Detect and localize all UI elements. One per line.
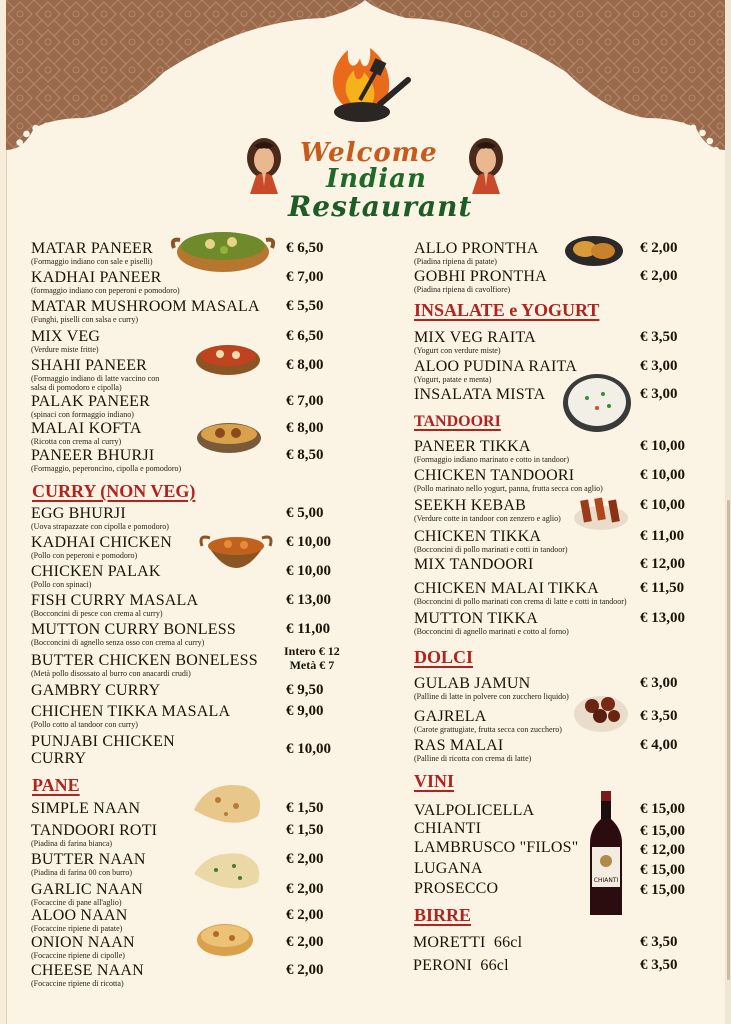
item-name: ALLO PRONTHA [414,240,539,257]
pearl-dot [365,6,372,13]
chef-pan-logo [320,40,412,132]
item-price-half: Metà € 7 [289,658,335,672]
pearl-dot [552,67,559,74]
pearl-dot [657,119,664,126]
wine-item-price: € 15,00 [640,862,685,878]
wine-item-price: € 15,00 [640,882,685,898]
pearl-dot [707,138,714,145]
pearl-dot [326,19,333,26]
item-price: € 3,00 [640,386,678,402]
kadhai-chicken-pot-image [198,524,274,586]
pearl-dot [32,125,39,132]
pearl-dot [625,115,632,122]
item-name: MUTTON CURRY BONLESS [31,621,236,638]
item-price: € 11,00 [286,621,331,637]
item-price: € 10,00 [286,741,331,757]
menu-item [31,592,198,618]
item-price: € 3,50 [640,329,678,345]
item-name: CHICKEN MALAI TIKKA [414,580,599,597]
pearl-dot [16,139,23,146]
item-price: € 8,50 [286,447,324,463]
wine-item-name: VALPOLICELLA [414,802,535,819]
item-name: PALAK PANEER [31,393,151,410]
pearl-dot [450,26,457,33]
pearl-dot [87,118,94,125]
menu-item [414,240,539,266]
item-price: € 7,00 [286,269,324,285]
item-description: (Bocconcini di agnello senza osso con crema al curry) [31,638,205,647]
item-name: SHAHI PANEER [31,357,148,374]
pearl-dot [210,47,217,54]
pearl-dot [251,32,258,39]
pearl-dot [668,120,675,127]
pearl-dot [406,21,413,28]
item-price: € 9,50 [286,682,324,698]
item-price: € 3,00 [640,358,678,374]
pearl-dot [604,106,611,113]
wine-item-price: € 12,00 [640,842,685,858]
pearl-dot [561,73,568,80]
menu-item [31,962,144,988]
pearl-dot [347,12,354,19]
menu-item [31,682,160,699]
menu-item [414,438,569,464]
item-description: (Verdure miste fritte) [31,345,99,354]
item-price: € 2,00 [286,962,324,978]
item-name: MIX VEG [31,328,101,345]
item-name: CHEESE NAAN [31,962,144,979]
item-price-full: Intero € 12 [284,644,340,658]
item-name: MUTTON TIKKA [414,610,539,627]
item-name: KADHAI PANEER [31,269,162,286]
item-description: (Pollo cotto al tandoor con curry) [31,720,138,729]
item-description: (Focaccine ripiene di ricotta) [31,979,124,988]
pearl-dot [220,43,227,50]
item-name: GAJRELA [414,708,487,725]
raita-bowl-image [561,372,633,434]
item-name: KADHAI CHICKEN [31,534,173,551]
item-name: ALOO NAAN [31,907,128,924]
menu-item [31,822,157,848]
pearl-dot [190,57,197,64]
menu-item [414,467,603,493]
menu-item [31,652,258,678]
item-name: PANEER TIKKA [414,438,531,455]
item-name: MIX VEG RAITA [414,329,536,346]
item-name: EGG BHURJI [31,505,126,522]
menu-item [31,800,140,817]
item-name: CHICHEN TIKKA MASALA [31,703,231,720]
menu-item [31,357,159,392]
menu-item [414,268,547,294]
item-description: (Piadina ripiena di patate) [414,257,497,266]
scrollbar[interactable] [725,0,731,1024]
item-name: CHICKEN TIKKA [414,528,542,545]
item-price-options [284,644,340,672]
item-description: (Ricotta con crema al curry) [31,437,122,446]
bottle-label: CHIANTI [593,877,619,884]
item-description: (Formaggio, peperoncino, cipolla e pomodoro) [31,464,182,473]
beer-item-price: € 3,50 [640,934,678,950]
wine-item-name: LAMBRUSCO "FILOS" [414,839,579,856]
pearl-dot [230,39,237,46]
item-name: GULAB JAMUN [414,675,531,692]
item-price: € 10,00 [640,497,685,513]
item-description: (formaggio indiano con peperoni e pomodoro) [31,286,180,295]
pearl-dot [316,21,323,28]
pearl-dot [417,21,424,28]
item-name: PANEER BHURJI [31,447,155,464]
menu-item [31,240,153,266]
gulab-jamun-bowl-image [572,684,630,736]
item-description: (Carote grattugiate, frutta secca con zucchero) [414,725,562,734]
item-name: BUTTER CHICKEN BONELESS [31,652,258,669]
item-name: PUNJABI CHICKEN [31,733,175,750]
pearl-dot [294,23,301,30]
pearl-dot [11,149,18,156]
item-price: € 13,00 [286,592,331,608]
item-description: (Formaggio indiano marinato e cotto in tandoor) [414,455,570,464]
item-name: MALAI KOFTA [31,420,142,437]
pearl-dot [23,131,30,138]
shahi-paneer-bowl-image [192,336,264,382]
item-description: (Metà pollo disossato al burro con anacardi crudi) [31,669,191,678]
pearl-dot [136,95,143,102]
item-description: (Pollo marinato nello yogurt, panna, frutta secca con aglio) [414,484,603,493]
item-description: (Formaggio indiano con sale e piselli) [31,257,153,266]
item-description: (Bocconcini di pesce con crema al curry) [31,609,163,618]
pearl-dot [577,88,584,95]
item-name: MATAR MUSHROOM MASALA [31,298,260,315]
item-price: € 8,00 [286,357,324,373]
item-description: (Uova strapazzate con cipolla e pomodoro) [31,522,169,531]
menu-item [31,269,180,295]
pearl-dot [54,121,61,128]
item-name: GOBHI PRONTHA [414,268,547,285]
pearl-dot [153,81,160,88]
item-name: SEEKH KEBAB [414,497,526,514]
menu-item [31,733,175,767]
wine-item-price: € 15,00 [640,801,685,817]
item-description: (Focaccine ripiene di patate) [31,924,123,933]
menu-item [414,497,561,523]
pearl-dot [679,122,686,129]
item-price: € 2,00 [286,934,324,950]
wine-item-name: PROSECCO [414,880,499,897]
item-name-line2: CURRY [31,750,87,767]
pearl-dot [439,24,446,31]
item-name: MATAR PANEER [31,240,153,257]
pearl-dot [471,32,478,39]
item-price: € 5,00 [286,505,324,521]
item-name: TANDOORI ROTI [31,822,158,839]
item-price: € 6,50 [286,240,324,256]
prontha-plate-image [563,233,625,269]
item-name: RAS MALAI [414,737,504,754]
pearl-dot [595,101,602,108]
item-price: € 11,00 [640,528,685,544]
item-name: ONION NAAN [31,934,135,951]
pearl-dot [713,147,720,154]
menu-item [31,934,135,960]
pearl-dot [272,27,279,34]
pearl-dot [428,23,435,30]
menu-item [31,703,230,729]
pearl-dot [145,89,152,96]
item-price: € 12,00 [640,556,685,572]
item-name: MIX TANDOORI [414,556,534,573]
item-description: (Focaccine ripiene di cipolle) [31,951,125,960]
menu-item [414,528,568,554]
item-price: € 10,00 [640,467,685,483]
pearl-dot [699,130,706,137]
pearl-dot [690,124,697,131]
pearl-dot [502,43,509,50]
item-description: (Funghi, piselli con salsa e curry) [31,315,139,324]
item-price: € 7,00 [286,393,324,409]
beer-item-name: MORETTI 66cl [413,934,523,951]
menu-item [31,907,127,933]
pearl-dot [305,22,312,29]
item-description: (Focaccine di pane all'aglio) [31,898,122,907]
pearl-dot [97,115,104,122]
simple-naan-image [188,780,266,832]
item-description: (Bocconcini di pollo marinati e cotti in tandoor) [414,545,568,554]
item-price: € 10,00 [286,563,331,579]
pearl-dot [375,11,382,18]
menu-item [414,708,562,734]
pearl-dot [532,56,539,63]
item-price: € 11,50 [640,580,685,596]
menu-item [31,505,169,531]
pearl-dot [180,62,187,69]
wine-item-price: € 15,00 [640,823,685,839]
menu-item [31,420,142,446]
item-price: € 2,00 [640,240,678,256]
menu-item [31,447,181,473]
menu-item [31,534,172,560]
pearl-dot [635,118,642,125]
item-name: GARLIC NAAN [31,881,143,898]
item-description: (Bocconcini di pollo marinati con crema di latte e cotti in tandoor) [414,597,627,606]
menu-item [414,358,577,384]
pearl-dot [513,47,520,54]
item-description: (Piadina di farina 00 con burro) [31,868,133,877]
section-title-tandoori: TANDOORI [414,413,501,430]
item-description: (Palline di ricotta con crema di latte) [414,754,532,763]
item-description: (spinaci con formaggio indiano) [31,410,134,419]
item-description: (Palline di latte in polvere con zucchero liquido) [414,692,569,701]
pearl-dot [108,112,115,119]
section-title-vini: VINI [414,771,455,791]
pearl-dot [385,15,392,22]
pearl-dot [43,122,50,129]
item-description: (Pollo con peperoni e pomodoro) [31,551,138,560]
item-price: € 2,00 [286,907,324,923]
matar-paneer-bowl-image [170,218,276,286]
item-price: € 1,50 [286,822,324,838]
item-name: CHICKEN TANDOORI [414,467,575,484]
seekh-kebab-image [572,492,630,532]
beer-item-price: € 3,50 [640,957,678,973]
item-description: (Verdure cotte in tandoor con zenzero e aglio) [414,514,561,523]
pearl-dot [461,29,468,36]
item-description: (Pollo con spinaci) [31,580,92,589]
butter-naan-image [190,848,266,898]
menu-item [31,851,146,877]
pearl-dot [482,35,489,42]
item-description: (Piadina ripiena di cavolfiore) [414,285,511,294]
item-price: € 6,50 [286,328,324,344]
wine-item-name: LUGANA [414,860,483,877]
pearl-dot [76,119,83,126]
pearl-dot [357,6,364,13]
menu-item [414,675,569,701]
menu-item [31,328,100,354]
menu-item [31,563,161,589]
chianti-bottle-image [588,789,624,919]
item-name: ALOO PUDINA RAITA [414,358,578,375]
aloo-naan-image [194,916,256,960]
pearl-dot [569,81,576,88]
item-price: € 2,00 [640,268,678,284]
pearl-dot [161,74,168,81]
pearl-dot [240,35,247,42]
pearl-dot [492,39,499,46]
pearl-dot [283,24,290,31]
namaste-figure-left-icon [244,136,284,194]
menu-item [31,393,150,419]
menu-item [414,329,536,355]
pearl-dot [586,94,593,101]
pearl-dot [65,119,72,126]
welcome-text: Welcome [300,138,438,168]
menu-item [31,621,236,647]
item-description: (Yogurt con verdure miste) [414,346,501,355]
item-price: € 9,00 [286,703,324,719]
pearl-dot [522,52,529,59]
item-name: GAMBRY CURRY [31,682,161,699]
section-title-pane: PANE [32,775,80,795]
pearl-dot [200,52,207,59]
pearl-dot [396,19,403,26]
item-description: (Yogurt, patate e menta) [414,375,492,384]
malai-kofta-bowl-image [194,416,264,458]
item-price: € 10,00 [640,438,685,454]
pearl-dot [646,119,653,126]
menu-item [31,298,260,324]
restaurant-text: Restaurant [288,190,473,223]
item-price: € 5,50 [286,298,324,314]
beer-item-name: PERONI 66cl [413,957,509,974]
item-price: € 8,00 [286,420,324,436]
indian-text: Indian [326,164,427,194]
menu-item [414,386,545,403]
item-price: € 2,00 [286,851,324,867]
wine-item-name: CHIANTI [414,820,482,837]
item-name: SIMPLE NAAN [31,800,141,817]
item-price: € 1,50 [286,800,324,816]
item-description: (Formaggio indiano di latte vaccino con [31,374,160,383]
item-price: € 3,00 [640,675,678,691]
item-name: INSALATA MISTA [414,386,546,403]
pearl-dot [542,62,549,69]
menu-item [31,881,143,907]
namaste-figure-right-icon [466,136,506,194]
scrollbar-thumb[interactable] [727,500,730,980]
pearl-dot [261,29,268,36]
item-name: BUTTER NAAN [31,851,146,868]
section-title-curry: CURRY (NON VEG) [32,481,196,501]
item-name: CHICKEN PALAK [31,563,161,580]
item-description: (Bocconcini di agnello marinati e cotto al forno) [414,627,569,636]
item-price: € 3,50 [640,708,678,724]
pearl-dot [127,101,134,108]
section-title-birre: BIRRE [414,905,472,925]
pearl-dot [118,107,125,114]
item-price: € 4,00 [640,737,678,753]
menu-item [414,610,569,636]
item-description: (Piadina di farina bianca) [31,839,113,848]
pearl-dot [171,68,178,75]
section-title-dolci: DOLCI [414,647,474,667]
menu-item [414,737,531,763]
item-price: € 10,00 [286,534,331,550]
menu-item [414,556,534,573]
menu-item [414,580,627,606]
item-description-line2: salsa di pomodoro e cipolla) [31,383,122,392]
pearl-dot [614,111,621,118]
section-title-insalate: INSALATE e YOGURT [414,300,600,320]
item-price: € 13,00 [640,610,685,626]
item-price: € 2,00 [286,881,324,897]
pearl-dot [337,16,344,23]
item-name: FISH CURRY MASALA [31,592,199,609]
